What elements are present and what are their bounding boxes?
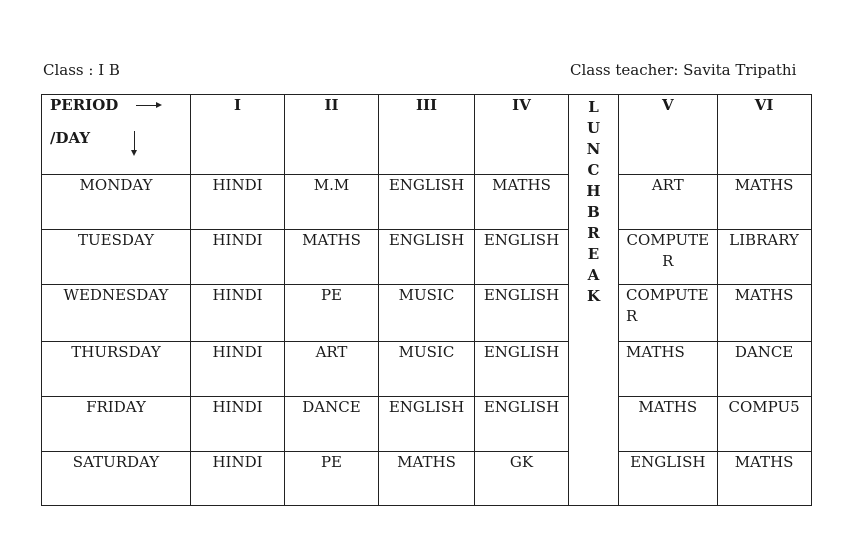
period-header: I bbox=[191, 95, 285, 175]
day-cell: MONDAY bbox=[42, 175, 191, 230]
subject-cell: MATHS bbox=[717, 452, 811, 506]
subject-cell: MATHS bbox=[619, 342, 718, 397]
period-header: III bbox=[379, 95, 475, 175]
lunch-letter: B bbox=[587, 203, 600, 221]
corner-day-label: /DAY bbox=[50, 129, 91, 147]
subject-cell: ENGLISH bbox=[475, 230, 569, 285]
subject-cell: MATHS bbox=[619, 397, 718, 452]
table-row bbox=[42, 342, 812, 397]
table-row bbox=[42, 452, 812, 506]
subject-cell: ENGLISH bbox=[379, 397, 475, 452]
subject-cell: MATHS bbox=[717, 175, 811, 230]
subject-cell: ENGLISH bbox=[475, 342, 569, 397]
subject-cell: PE bbox=[285, 452, 379, 506]
subject-cell: MATHS bbox=[717, 285, 811, 342]
subject-cell: ENGLISH bbox=[475, 285, 569, 342]
table-row bbox=[42, 397, 812, 452]
subject-cell: ENGLISH bbox=[379, 230, 475, 285]
arrow-right-icon bbox=[136, 105, 160, 106]
lunch-letter: H bbox=[586, 182, 601, 200]
subject-cell: ENGLISH bbox=[475, 397, 569, 452]
subject-cell: COMPUTE R bbox=[619, 285, 718, 342]
subject-cell: HINDI bbox=[191, 342, 285, 397]
lunch-letter: C bbox=[587, 161, 600, 179]
lunch-letter: N bbox=[586, 140, 601, 158]
day-cell: WEDNESDAY bbox=[42, 285, 191, 342]
subject-cell: HINDI bbox=[191, 452, 285, 506]
subject-cell: HINDI bbox=[191, 175, 285, 230]
lunch-letter: A bbox=[587, 266, 600, 284]
subject-cell: MATHS bbox=[285, 230, 379, 285]
lunch-letter: E bbox=[587, 245, 600, 263]
subject-cell: MUSIC bbox=[379, 342, 475, 397]
subject-cell: HINDI bbox=[191, 285, 285, 342]
table-row bbox=[42, 285, 812, 342]
period-header: V bbox=[619, 95, 718, 175]
arrow-down-icon bbox=[134, 131, 135, 153]
period-header: IV bbox=[475, 95, 569, 175]
subject-cell: MATHS bbox=[379, 452, 475, 506]
lunch-letter: U bbox=[586, 119, 601, 137]
subject-cell: LIBRARY bbox=[717, 230, 811, 285]
period-day-corner bbox=[42, 95, 191, 175]
period-header: VI bbox=[717, 95, 811, 175]
subject-cell: HINDI bbox=[191, 230, 285, 285]
timetable bbox=[41, 94, 812, 506]
subject-cell: MATHS bbox=[475, 175, 569, 230]
period-header: II bbox=[285, 95, 379, 175]
table-row bbox=[42, 175, 812, 230]
lunch-letter: K bbox=[586, 287, 601, 305]
subject-cell: COMPU5 bbox=[717, 397, 811, 452]
subject-cell: ENGLISH bbox=[619, 452, 718, 506]
subject-cell: GK bbox=[475, 452, 569, 506]
class-label: Class : I B bbox=[43, 61, 120, 79]
day-cell: SATURDAY bbox=[42, 452, 191, 506]
subject-cell: M.M bbox=[285, 175, 379, 230]
subject-cell: DANCE bbox=[717, 342, 811, 397]
subject-cell: ART bbox=[285, 342, 379, 397]
subject-cell: COMPUTE R bbox=[619, 230, 718, 285]
corner-period-label: PERIOD bbox=[50, 96, 119, 114]
subject-cell: HINDI bbox=[191, 397, 285, 452]
lunch-letter: L bbox=[588, 98, 599, 116]
subject-cell: MUSIC bbox=[379, 285, 475, 342]
subject-cell: ENGLISH bbox=[379, 175, 475, 230]
subject-cell: DANCE bbox=[285, 397, 379, 452]
header-row bbox=[42, 95, 812, 175]
table-row bbox=[42, 230, 812, 285]
class-teacher-label: Class teacher: Savita Tripathi bbox=[570, 61, 797, 79]
day-cell: TUESDAY bbox=[42, 230, 191, 285]
subject-cell: PE bbox=[285, 285, 379, 342]
subject-cell: ART bbox=[619, 175, 718, 230]
day-cell: FRIDAY bbox=[42, 397, 191, 452]
day-cell: THURSDAY bbox=[42, 342, 191, 397]
lunch-break-column bbox=[569, 95, 619, 506]
lunch-letter: R bbox=[587, 224, 600, 242]
